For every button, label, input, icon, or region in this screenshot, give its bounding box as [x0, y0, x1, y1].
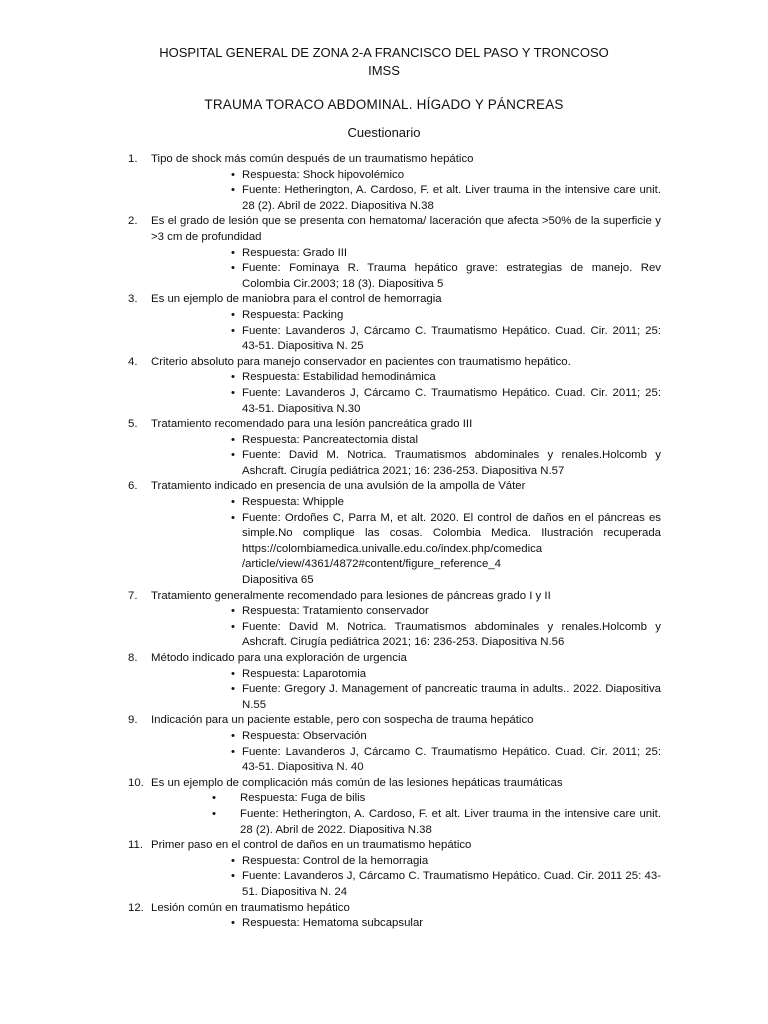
question-list: [0, 152, 768, 932]
answer-item: [212, 791, 661, 807]
bullet-icon: •: [231, 262, 235, 275]
bullet-icon: •: [231, 246, 235, 259]
question-number: 7.: [128, 589, 138, 602]
bullet-icon: •: [231, 168, 235, 181]
question-item: [0, 713, 768, 775]
answer-text: Respuesta: Pancreatectomia distal: [242, 433, 419, 446]
document-title: TRAUMA TORACO ABDOMINAL. HÍGADO Y PÁNCREAS: [204, 97, 564, 112]
answer-text: Respuesta: Estabilidad hemodinámica: [242, 371, 436, 384]
bullet-icon: •: [231, 745, 235, 758]
source-text: Fuente: Gregory J. Management of pancreatic trauma in adults.. 2022. Diapositiva N.55: [242, 683, 661, 711]
question-details: [0, 916, 768, 932]
institution-name: IMSS: [368, 63, 400, 78]
answer-text: Respuesta: Laparotomia: [242, 667, 367, 680]
bullet-icon: •: [231, 449, 235, 462]
question-number: 9.: [128, 714, 138, 727]
question-text: Es el grado de lesión que se presenta con hematoma/ laceración que afecta >50% de la superficie y >3 cm de profundidad: [151, 215, 661, 243]
question-text: Tratamiento indicado en presencia de una avulsión de la ampolla de Váter: [151, 480, 526, 493]
question-text: Es un ejemplo de maniobra para el control de hemorragia: [151, 293, 442, 306]
source-text: Fuente: Lavanderos J, Cárcamo C. Traumatismo Hepático. Cuad. Cir. 2011 25: 43-51. Diapositiva N. 24: [242, 870, 661, 898]
question-number: 1.: [128, 153, 138, 165]
question-details: [0, 246, 768, 293]
source-item: [231, 261, 661, 292]
bullet-icon: •: [231, 683, 235, 696]
hospital-name: HOSPITAL GENERAL DE ZONA 2-A FRANCISCO DEL PASO Y TRONCOSO: [159, 45, 609, 60]
document-subtitle: Cuestionario: [347, 125, 421, 140]
answer-text: Respuesta: Whipple: [242, 496, 344, 509]
source-text: Fuente: Hetherington, A. Cardoso, F. et alt. Liver trauma in the intensive care unit. 28 (2). Abril de 2022. Diapositiva N.38: [240, 807, 661, 836]
question-item: [0, 901, 768, 932]
question-details: [0, 667, 768, 714]
answer-item: [231, 854, 661, 870]
question-item: [0, 776, 768, 838]
answer-item: [231, 495, 661, 511]
source-item: [231, 183, 661, 214]
source-item: [231, 448, 661, 479]
question-number: 5.: [128, 418, 138, 431]
question-text: Tratamiento generalmente recomendado para lesiones de páncreas grado I y II: [151, 589, 551, 602]
bullet-icon: •: [231, 324, 235, 337]
question-number: 12.: [128, 901, 144, 914]
source-text: Fuente: Hetherington, A. Cardoso, F. et alt. Liver trauma in the intensive care unit. 28 (2). Abril de 2022. Diapositiva N.38: [242, 184, 661, 212]
question-item: [0, 651, 768, 713]
source-item: [231, 386, 661, 417]
source-text: Fuente: Lavanderos J, Cárcamo C. Traumatismo Hepático. Cuad. Cir. 2011; 25: 43-51. Diapositiva N. 40: [242, 745, 661, 774]
answer-text: Respuesta: Control de la hemorragia: [242, 854, 429, 867]
question-text: Tipo de shock más común después de un traumatismo hepático: [151, 153, 474, 165]
question-details: [0, 168, 768, 215]
question-text: Criterio absoluto para manejo conservador en pacientes con traumatismo hepático.: [151, 355, 571, 368]
answer-item: [231, 168, 661, 184]
question-text: Tratamiento recomendado para una lesión pancreática grado III: [151, 418, 473, 431]
answer-item: [231, 667, 661, 683]
bullet-icon: •: [231, 511, 235, 524]
source-text: Fuente: Ordoñes C, Parra M, et alt. 2020. El control de daños en el páncreas es simple.No complique las cosas. Colombia Medica. Ilustración recuperada https://colombiamedica.univalle.edu.co/index.php/comedica /article/view/4361/4872#content/figure_reference_4: [242, 511, 661, 571]
question-number: 8.: [128, 652, 138, 664]
bullet-icon: •: [212, 792, 216, 805]
bullet-icon: •: [231, 605, 235, 618]
question-item: [0, 355, 768, 417]
answer-text: Respuesta: Packing: [242, 308, 344, 321]
source-text: Fuente: David M. Notrica. Traumatismos abdominales y renales.Holcomb y Ashcraft. Cirugía pediátrica 2021; 16: 236-253. Diapositiva N.56: [242, 620, 661, 649]
question-number: 10.: [128, 776, 144, 789]
question-number: 2.: [128, 215, 138, 228]
answer-text: Respuesta: Hematoma subcapsular: [242, 917, 424, 930]
answer-item: [231, 370, 661, 386]
bullet-icon: •: [231, 433, 235, 446]
answer-text: Respuesta: Observación: [242, 729, 367, 742]
source-item: [231, 869, 661, 900]
question-item: [0, 417, 768, 479]
answer-item: [231, 246, 661, 262]
bullet-icon: •: [231, 496, 235, 509]
question-details: [0, 854, 768, 901]
question-item: [0, 214, 768, 292]
question-number: 6.: [128, 480, 138, 493]
question-text: Es un ejemplo de complicación más común de las lesiones hepáticas traumáticas: [151, 776, 563, 789]
answer-text: Respuesta: Fuga de bilis: [240, 792, 366, 805]
source-item: [231, 620, 661, 651]
answer-item: [231, 916, 661, 932]
bullet-icon: •: [231, 371, 235, 384]
question-item: [0, 152, 768, 214]
answer-item: [231, 604, 661, 620]
source-slide: Diapositiva 65: [242, 574, 314, 587]
question-number: 3.: [128, 293, 138, 306]
answer-text: Respuesta: Shock hipovolémico: [242, 168, 405, 181]
source-text: Fuente: David M. Notrica. Traumatismos abdominales y renales.Holcomb y Ashcraft. Cirugía pediátrica 2021; 16: 236-253. Diapositiva N.57: [242, 449, 661, 477]
bullet-icon: •: [231, 620, 235, 633]
question-number: 4.: [128, 355, 138, 368]
source-item: [231, 324, 661, 355]
source-item: [231, 511, 661, 589]
question-text: Primer paso en el control de daños en un traumatismo hepático: [151, 839, 472, 852]
source-item: [231, 682, 661, 713]
source-text: Fuente: Fominaya R. Trauma hepático grave: estrategias de manejo. Rev Colombia Cir.2003; 18 (3). Diapositiva 5: [242, 262, 661, 290]
source-text: Fuente: Lavanderos J, Cárcamo C. Traumatismo Hepático. Cuad. Cir. 2011; 25: 43-51. Diapositiva N. 25: [242, 324, 661, 353]
question-details: [0, 791, 768, 838]
bullet-icon: •: [212, 807, 216, 820]
bullet-icon: •: [231, 870, 235, 883]
question-details: [0, 308, 768, 355]
question-details: [0, 433, 768, 480]
bullet-icon: •: [231, 729, 235, 742]
bullet-icon: •: [231, 854, 235, 867]
bullet-icon: •: [231, 184, 235, 197]
source-item: [212, 807, 661, 838]
answer-item: [231, 729, 661, 745]
answer-text: Respuesta: Tratamiento conservador: [242, 605, 429, 618]
question-item: [0, 479, 768, 588]
bullet-icon: •: [231, 667, 235, 680]
question-item: [0, 838, 768, 900]
answer-item: [231, 308, 661, 324]
source-item: [231, 745, 661, 776]
bullet-icon: •: [231, 917, 235, 930]
bullet-icon: •: [231, 308, 235, 321]
bullet-icon: •: [231, 386, 235, 399]
question-text: Indicación para un paciente estable, pero con sospecha de trauma hepático: [151, 714, 534, 727]
question-text: Método indicado para una exploración de urgencia: [151, 652, 407, 664]
source-text: Fuente: Lavanderos J, Cárcamo C. Traumatismo Hepático. Cuad. Cir. 2011; 25: 43-51. Diapositiva N.30: [242, 386, 661, 415]
question-item: [0, 589, 768, 651]
question-number: 11.: [128, 839, 143, 852]
question-details: [0, 370, 768, 417]
question-item: [0, 292, 768, 354]
question-text: Lesión común en traumatismo hepático: [151, 901, 350, 914]
question-details: [0, 495, 768, 589]
answer-text: Respuesta: Grado III: [242, 246, 348, 259]
question-details: [0, 604, 768, 651]
question-details: [0, 729, 768, 776]
answer-item: [231, 433, 661, 449]
